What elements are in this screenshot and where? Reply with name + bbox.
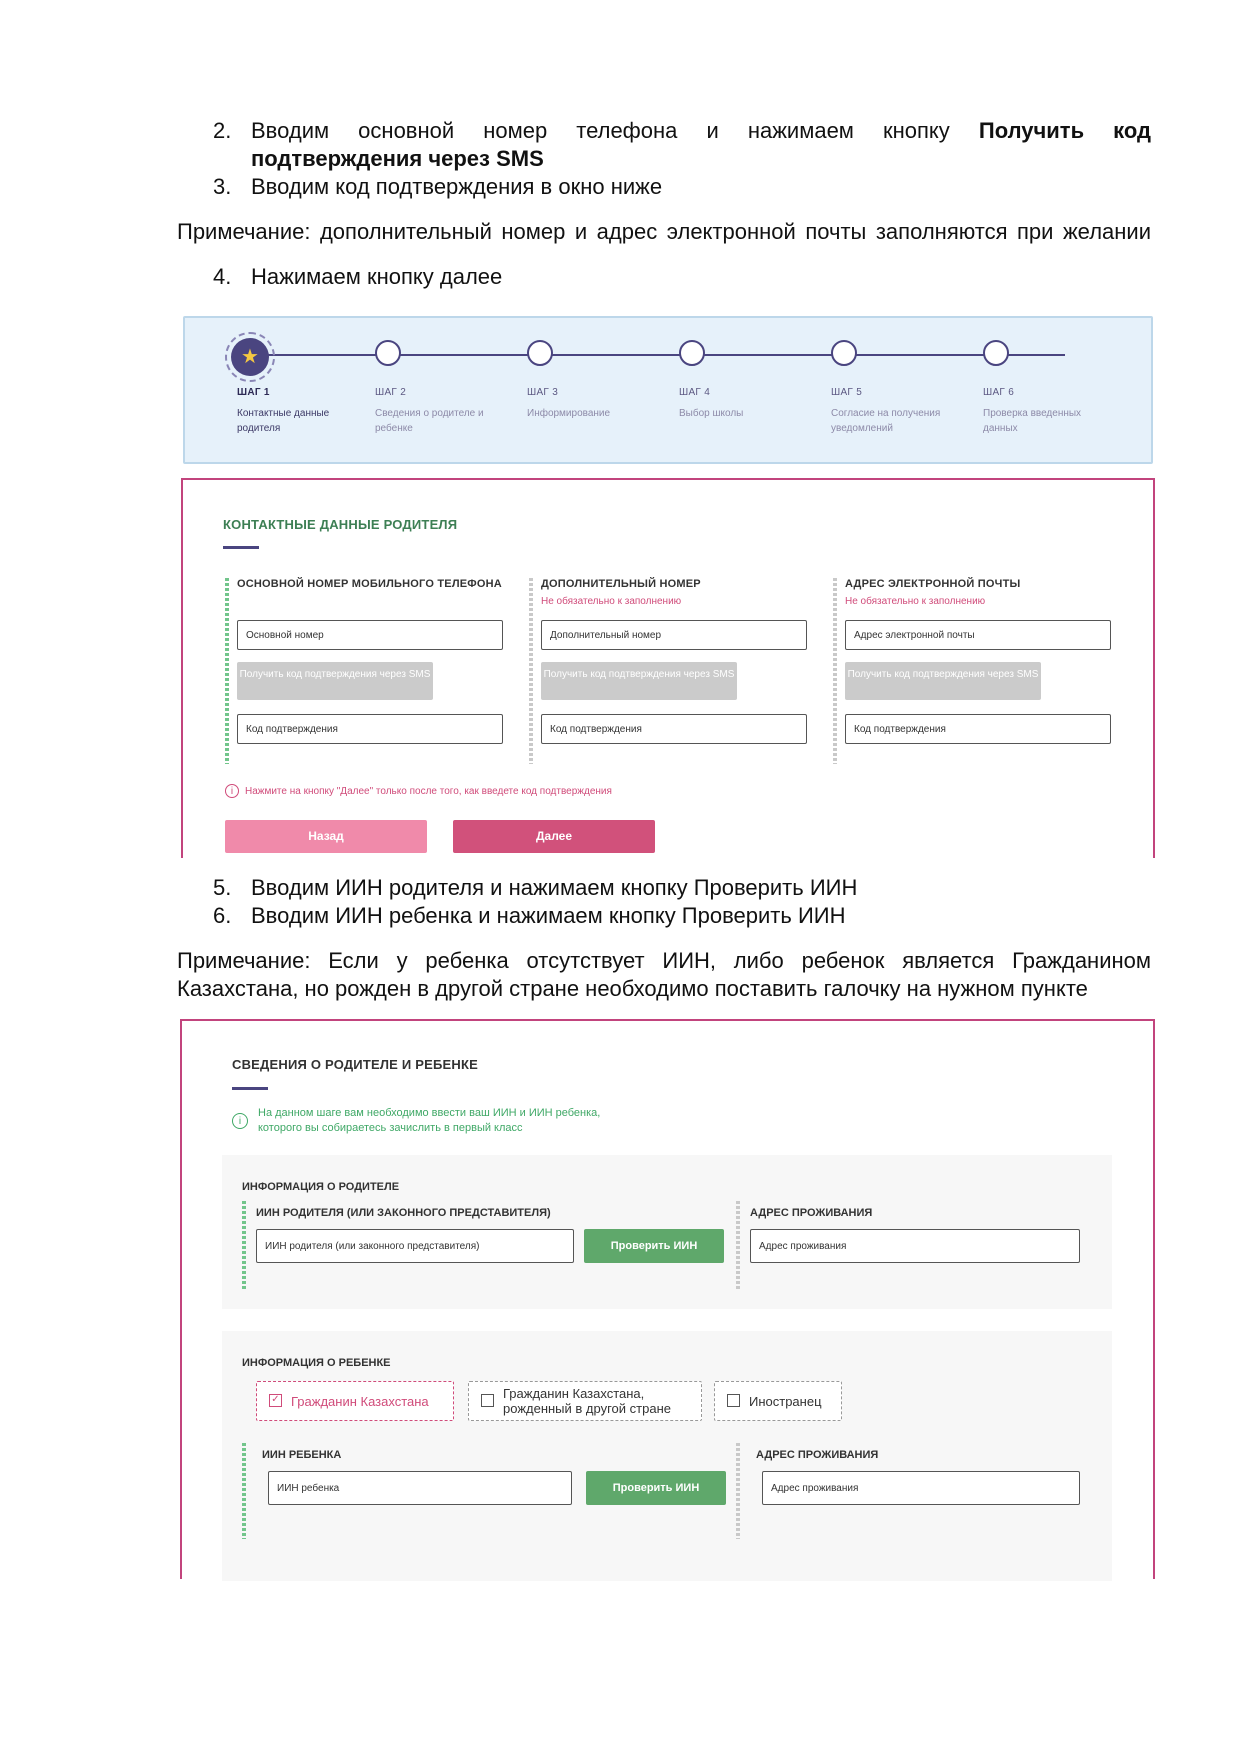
check-parent-iin-button[interactable]: Проверить ИИН: [584, 1229, 724, 1263]
item-number: 3.: [213, 174, 232, 199]
parent-iin-label: ИИН РОДИТЕЛЯ (ИЛИ ЗАКОННОГО ПРЕДСТАВИТЕЛЯ): [256, 1207, 551, 1219]
contacts-panel: [181, 478, 1155, 858]
info-line-2: которого вы собираетесь зачислить в первый класс: [258, 1122, 523, 1134]
field-stripe: [736, 1201, 740, 1291]
step-1-number: ШАГ 1: [237, 387, 270, 398]
contacts-title: КОНТАКТНЫЕ ДАННЫЕ РОДИТЕЛЯ: [223, 517, 458, 532]
step-2-desc: Сведения о родителе и ребенке: [375, 408, 484, 434]
main-phone-title: ОСНОВНОЙ НОМЕР МОБИЛЬНОГО ТЕЛЕФОНА: [237, 578, 502, 590]
instruction-text: Нажимаем кнопку далее: [251, 264, 503, 289]
step-6-circle[interactable]: [983, 340, 1009, 366]
step-2-circle[interactable]: [375, 340, 401, 366]
check-child-iin-button[interactable]: Проверить ИИН: [586, 1471, 726, 1505]
next-button[interactable]: Далее: [453, 820, 655, 853]
option-label-line1: Гражданин Казахстана,: [503, 1386, 645, 1401]
parent-address-input[interactable]: Адрес проживания: [750, 1229, 1080, 1263]
item-number: 2.: [213, 118, 232, 143]
checkbox-icon: [727, 1394, 740, 1407]
instruction-item-5: [213, 874, 857, 902]
step-5-number: ШАГ 5: [831, 387, 863, 398]
step-5-circle[interactable]: [831, 340, 857, 366]
item-number: 4.: [213, 264, 232, 289]
parent-child-title: СВЕДЕНИЯ О РОДИТЕЛЕ И РЕБЕНКЕ: [232, 1057, 478, 1072]
note-text: Примечание: Если у ребенка отсутствует ИИН, либо ребенок является Гражданином: [177, 948, 1151, 973]
instruction-item-6: [213, 902, 845, 930]
star-icon[interactable]: ★: [231, 338, 269, 376]
instruction-bold: подтверждения через SMS: [251, 146, 544, 171]
next-hint: Нажмите на кнопку "Далее" только после того, как введете код подтверждения: [245, 786, 612, 797]
child-iin-label: ИИН РЕБЕНКА: [262, 1449, 342, 1461]
email-sms-button[interactable]: Получить код подтверждения через SMS: [845, 662, 1041, 700]
note-1: [177, 218, 1151, 246]
field-stripe: [736, 1443, 740, 1539]
instruction-item-2-line1: [251, 117, 1151, 145]
info-icon: i: [232, 1113, 248, 1129]
instruction-text: Вводим код подтверждения в окно ниже: [251, 174, 663, 199]
email-column: [845, 578, 1113, 768]
instruction-item-3: [213, 173, 662, 201]
step-1-desc: Контактные данные родителя: [237, 408, 330, 434]
step-5-desc: Согласие на получения уведомлений: [831, 408, 941, 434]
main-code-input[interactable]: Код подтверждения: [237, 714, 503, 744]
main-phone-input[interactable]: Основной номер: [237, 620, 503, 650]
option-label: Гражданин Казахстана: [291, 1394, 429, 1409]
option-kz-citizen[interactable]: [256, 1381, 454, 1421]
email-optional-note: Не обязательно к заполнению: [845, 596, 986, 607]
extra-phone-optional-note: Не обязательно к заполнению: [541, 596, 682, 607]
extra-phone-input[interactable]: Дополнительный номер: [541, 620, 807, 650]
option-kz-born-abroad[interactable]: [468, 1381, 702, 1421]
child-address-label: АДРЕС ПРОЖИВАНИЯ: [756, 1449, 879, 1461]
step-6-number: ШАГ 6: [983, 387, 1015, 398]
email-code-input[interactable]: Код подтверждения: [845, 714, 1111, 744]
option-label: Иностранец: [749, 1394, 822, 1409]
info-line-1: На данном шаге вам необходимо ввести ваш ИИН и ИИН ребенка,: [258, 1107, 601, 1119]
main-phone-column: [237, 578, 505, 768]
stepper-panel: [183, 316, 1153, 464]
field-stripe: [242, 1443, 246, 1539]
instruction-bold: Получить код: [978, 118, 1151, 143]
extra-phone-title: ДОПОЛНИТЕЛЬНЫЙ НОМЕР: [541, 578, 701, 590]
option-label-line2: рожденный в другой стране: [503, 1401, 671, 1416]
parent-child-panel: [180, 1019, 1155, 1579]
option-foreigner[interactable]: [714, 1381, 842, 1421]
note-2-line1: [177, 947, 1151, 975]
step-3-number: ШАГ 3: [527, 387, 559, 398]
checkbox-icon: [481, 1394, 494, 1407]
parent-block-title: ИНФОРМАЦИЯ О РОДИТЕЛЕ: [242, 1181, 400, 1193]
instruction-text: Вводим ИИН ребенка и нажимаем кнопку Проверить ИИН: [251, 903, 846, 928]
column-stripe: [225, 578, 229, 764]
step-4-number: ШАГ 4: [679, 387, 711, 398]
child-iin-input[interactable]: ИИН ребенка: [268, 1471, 572, 1505]
extra-code-input[interactable]: Код подтверждения: [541, 714, 807, 744]
child-info-block: [222, 1331, 1112, 1581]
column-stripe: [833, 578, 837, 764]
step-4-desc: Выбор школы: [679, 408, 744, 419]
email-input[interactable]: Адрес электронной почты: [845, 620, 1111, 650]
main-sms-button[interactable]: Получить код подтверждения через SMS: [237, 662, 433, 700]
step-2-number: ШАГ 2: [375, 387, 407, 398]
child-address-input[interactable]: Адрес проживания: [762, 1471, 1080, 1505]
item-number: 5.: [213, 875, 232, 900]
column-stripe: [529, 578, 533, 764]
step-3-circle[interactable]: [527, 340, 553, 366]
checkbox-checked-icon: ✓: [269, 1394, 282, 1407]
step-6-desc: Проверка введенных данных: [983, 408, 1082, 434]
item-number: 6.: [213, 903, 232, 928]
parent-address-label: АДРЕС ПРОЖИВАНИЯ: [750, 1207, 873, 1219]
info-icon: i: [225, 784, 239, 798]
instruction-item-2-line2: [251, 145, 544, 173]
parent-iin-input[interactable]: ИИН родителя (или законного представителя): [256, 1229, 574, 1263]
instruction-item-4: [213, 263, 502, 291]
note-text: Примечание: дополнительный номер и адрес электронной почты заполняются при желании: [177, 219, 1151, 244]
email-title: АДРЕС ЭЛЕКТРОННОЙ ПОЧТЫ: [845, 578, 1021, 590]
field-stripe: [242, 1201, 246, 1291]
instruction-text: Вводим ИИН родителя и нажимаем кнопку Проверить ИИН: [251, 875, 858, 900]
instruction-text: Вводим основной номер телефона и нажимаем кнопку: [251, 118, 950, 143]
title-underline: [232, 1087, 268, 1090]
back-button[interactable]: Назад: [225, 820, 427, 853]
step-3-desc: Информирование: [527, 408, 611, 419]
step-4-circle[interactable]: [679, 340, 705, 366]
extra-phone-column: [541, 578, 809, 768]
note-text: Казахстана, но рожден в другой стране необходимо поставить галочку на нужном пункте: [177, 976, 1088, 1001]
parent-info-block: [222, 1155, 1112, 1309]
extra-sms-button[interactable]: Получить код подтверждения через SMS: [541, 662, 737, 700]
note-2-line2: [177, 975, 1088, 1003]
child-block-title: ИНФОРМАЦИЯ О РЕБЕНКЕ: [242, 1357, 391, 1369]
title-underline: [223, 546, 259, 549]
